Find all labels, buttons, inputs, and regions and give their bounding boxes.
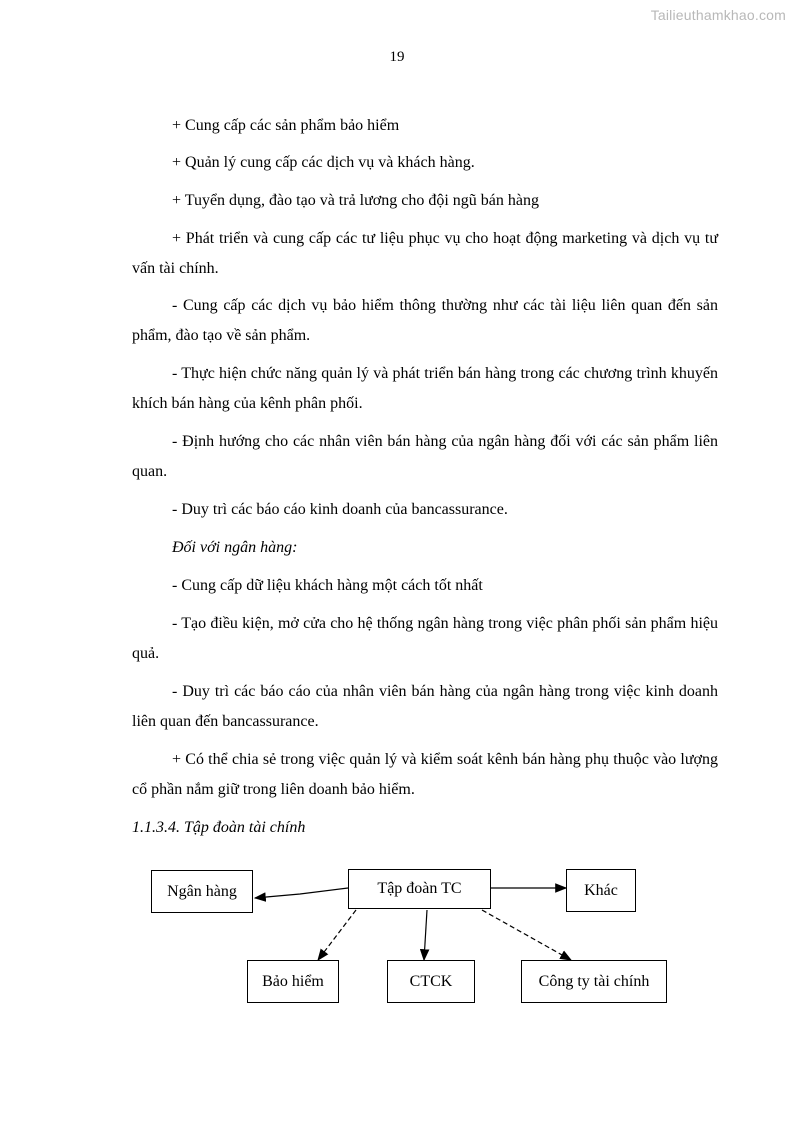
box-bao-hiem-label: Bảo hiểm [262, 972, 324, 990]
paragraph-12: - Duy trì các báo cáo của nhân viên bán hàng của ngân hàng trong việc kinh doanh liên quan đến bancassurance. [132, 683, 718, 730]
box-ctck-label: CTCK [409, 972, 453, 990]
paragraph-13: + Có thể chia sẻ trong việc quản lý và kiểm soát kênh bán hàng phụ thuộc vào lượng cổ phần nắm giữ trong liên doanh bảo hiểm. [132, 751, 718, 798]
box-ngan-hang-label: Ngân hàng [167, 882, 237, 900]
paragraph-1: + Cung cấp các sản phẩm bảo hiểm [172, 117, 400, 134]
paragraph-2: + Quản lý cung cấp các dịch vụ và khách hàng. [172, 154, 475, 171]
paragraph-6: - Thực hiện chức năng quản lý và phát triển bán hàng trong các chương trình khuyến khích bán hàng của kênh phân phối. [132, 365, 718, 412]
section-heading: 1.1.3.4. Tập đoàn tài chính [132, 819, 306, 836]
watermark: Tailieuthamkhao.com [650, 7, 786, 23]
box-ctck [387, 960, 475, 1003]
box-bao-hiem [247, 960, 339, 1003]
paragraph-3: + Tuyển dụng, đào tạo và trả lương cho đội ngũ bán hàng [172, 192, 539, 209]
box-cong-ty-tai-chinh-label: Công ty tài chính [538, 972, 650, 990]
paragraph-7: - Định hướng cho các nhân viên bán hàng của ngân hàng đối với các sản phẩm liên quan. [132, 433, 718, 480]
page-number: 19 [389, 49, 405, 65]
paragraph-10: - Cung cấp dữ liệu khách hàng một cách tốt nhất [172, 577, 483, 594]
connector-ctck [424, 910, 427, 960]
subheading-bank: Đối với ngân hàng: [172, 539, 298, 556]
box-tap-doan-tc-label: Tập đoàn TC [377, 880, 462, 897]
box-ngan-hang [151, 870, 253, 913]
paragraph-11: - Tạo điều kiện, mở cửa cho hệ thống ngân hàng trong việc phân phối sản phẩm hiệu quả. [132, 615, 718, 662]
paragraph-8: - Duy trì các báo cáo kinh doanh của bancassurance. [172, 501, 508, 518]
paragraph-4: + Phát triển và cung cấp các tư liệu phục vụ cho hoạt động marketing và dịch vụ tư vấn tài chính. [132, 230, 718, 277]
paragraph-5: - Cung cấp các dịch vụ bảo hiểm thông thường như các tài liệu liên quan đến sản phẩm, đào tạo về sản phẩm. [132, 297, 718, 344]
connector-ngan-hang [255, 888, 348, 898]
box-tap-doan-tc [348, 869, 491, 909]
connector-bao-hiem [318, 910, 356, 960]
box-khac [566, 869, 636, 912]
connector-cong-ty-tai-chinh [482, 910, 571, 960]
box-cong-ty-tai-chinh [521, 960, 667, 1003]
box-khac-label: Khác [584, 881, 618, 899]
